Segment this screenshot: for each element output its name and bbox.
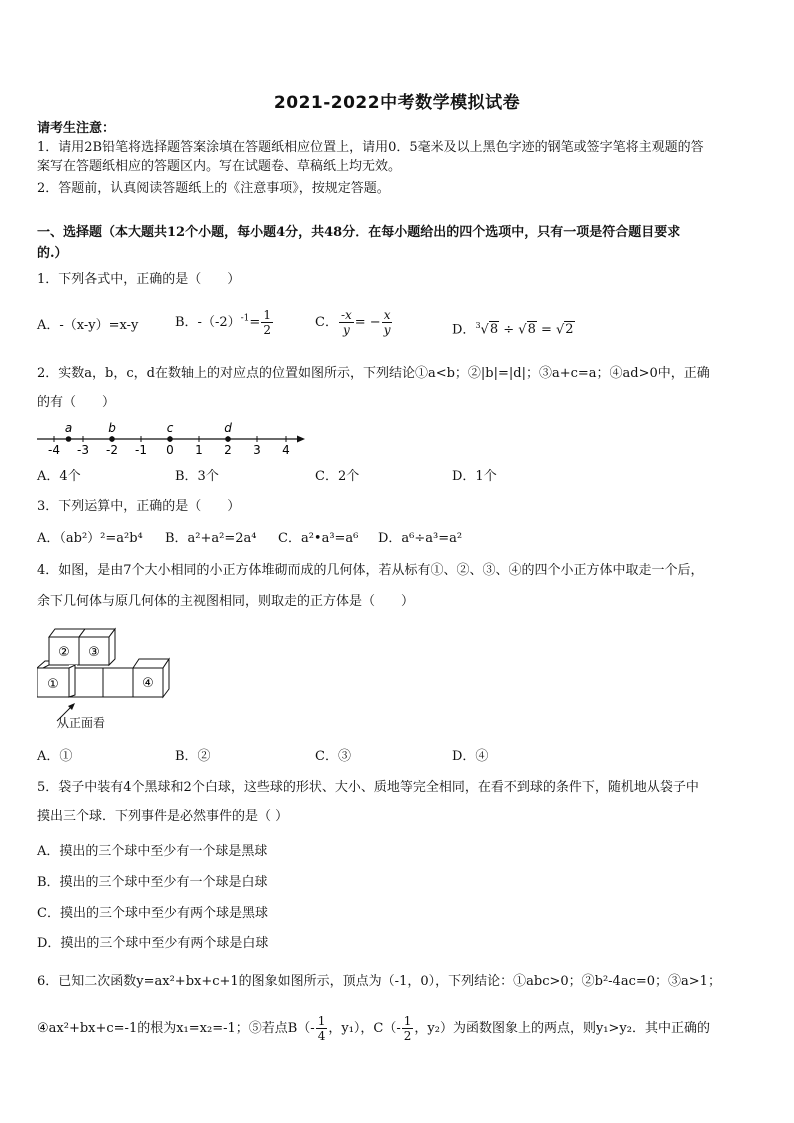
q1-option-b (175, 308, 274, 337)
q1-b-fraction (261, 308, 273, 337)
q1-option-d: D．$^3$√8 ÷ √8 = √2 (452, 321, 574, 338)
number-line-tick-label: 4 (282, 443, 290, 457)
section-heading-line-2: 的.） (37, 246, 68, 261)
number-line-tick-label: 0 (166, 443, 174, 457)
q1-c-equals: = − (354, 315, 381, 330)
q4-option-d: D．④ (452, 749, 489, 764)
q5-option-c: C．摸出的三个球中至少有两个球是黑球 (37, 906, 268, 921)
number-line-point-d (225, 436, 231, 442)
notice-heading: 请考生注意： (37, 121, 116, 136)
q1-c-prefix: C． (315, 315, 338, 330)
q6-fraction-2 (402, 1014, 414, 1043)
number-line-figure (37, 415, 307, 461)
cube-label-2: ② (58, 645, 70, 660)
q3-option-b: B．a²+a²=2a⁴ (165, 531, 257, 546)
q3-stem: 3．下列运算中，正确的是（ ） (37, 499, 241, 514)
q6-line-2-part-a: ④ax²+bx+c=-1的根为x₁=x₂=-1；⑤若点B（- (37, 1021, 315, 1036)
number-line-tick-label: -2 (106, 443, 118, 457)
q3-option-c: C．a²•a³=a⁶ (278, 531, 359, 546)
q4-stem-line-1: 4．如图，是由7个大小相同的小正方体堆砌而成的几何体，若从标有①、②、③、④的四个小正方体中取走一个后， (37, 563, 704, 578)
q5-stem-line-2: 摸出三个球．下列事件是必然事件的是（ ） (37, 809, 289, 824)
number-line-tick-label: 1 (195, 443, 203, 457)
q2-option-b: B．3个 (175, 469, 219, 484)
q1-c-numerator-2: x (383, 308, 391, 322)
section-heading-line-1: 一、选择题（本大题共12个小题，每小题4分，共48分．在每小题给出的四个选项中，只有一项是符合题目要求 (37, 225, 681, 240)
q1-d-radicand-1: 8 (489, 322, 499, 338)
q1-b-exponent: -1 (240, 313, 250, 324)
q2-stem-line-1: 2．实数a，b，c，d在数轴上的对应点的位置如图所示，下列结论①a<b；②|b|=|d|；③a+c=a；④ad>0中，正确 (37, 366, 710, 381)
notice-line-3: 2．答题前，认真阅读答题纸上的《注意事项》，按规定答题。 (37, 181, 390, 196)
page-title: 2021-2022中考数学模拟试卷 (273, 93, 521, 113)
q1-option-a: A．-（x-y）=x-y (37, 318, 139, 333)
q6-line-1: 6．已知二次函数y=ax²+bx+c+1的图象如图所示，顶点为（-1，0），下列结论：①abc>0；②b²-4ac=0；③a>1； (37, 974, 721, 989)
q1-d-divide: ÷ √ (499, 322, 527, 338)
q1-d-prefix: D． (452, 322, 476, 338)
q1-d-equals: = √ (536, 322, 565, 338)
q3-option-a: A．（ab²）²=a²b⁴ (37, 531, 143, 546)
q6-line-2-part-b: ，y₁），C（- (328, 1021, 401, 1036)
number-line-tick-label: -1 (135, 443, 147, 457)
q6-fraction-1-denominator: 4 (317, 1029, 326, 1043)
number-line-point-c (167, 436, 173, 442)
q1-d-radicand-2: 8 (527, 322, 536, 338)
q6-fraction-2-numerator: 1 (403, 1014, 412, 1028)
q1-b-denominator: 2 (263, 323, 271, 337)
q4-option-c: C．③ (315, 749, 351, 764)
cube-label-3: ③ (88, 645, 100, 660)
q6-fraction-1 (316, 1014, 328, 1043)
cube-1-side-face (69, 665, 75, 697)
cube-label-1: ① (47, 677, 59, 692)
q5-option-a: A．摸出的三个球中至少有一个球是黑球 (37, 844, 268, 859)
q1-d-radicand-3: 2 (565, 322, 574, 338)
q6-fraction-2-denominator: 2 (403, 1029, 412, 1043)
number-line-point-a (66, 436, 72, 442)
notice-line-2: 案写在答题纸相应的答题区内。写在试题卷、草稿纸上均无效。 (37, 159, 402, 174)
number-line-point-label-b: b (108, 421, 116, 435)
q1-b-numerator: 1 (263, 308, 271, 322)
number-line-tick-label: 2 (224, 443, 232, 457)
q1-c-fraction-1 (339, 308, 354, 337)
q1-c-numerator-1: -x (340, 308, 352, 322)
number-line-arrow (297, 436, 305, 443)
q1-b-equals: = (249, 315, 261, 330)
q2-option-d: D．1个 (452, 469, 497, 484)
cube-1-top-left (37, 661, 49, 668)
q2-stem-line-2: 的有（ ） (37, 395, 116, 410)
q6-fraction-1-numerator: 1 (317, 1014, 326, 1028)
cube-label-4: ④ (142, 676, 154, 691)
q1-stem: 1．下列各式中，正确的是（ ） (37, 272, 241, 287)
q5-stem-line-1: 5．袋子中装有4个黑球和2个白球，这些球的形状、大小、质地等完全相同，在看不到球的条件下，随机地从袋子中 (37, 780, 699, 795)
q1-d-root-index: 3 (475, 321, 481, 330)
q5-option-d: D．摸出的三个球中至少有两个球是白球 (37, 936, 269, 951)
q4-option-a: A．① (37, 749, 73, 764)
q1-option-c (315, 308, 393, 337)
number-line-point-label-c: c (166, 421, 174, 435)
q4-stem-line-2: 余下几何体与原几何体的主视图相同，则取走的正方体是（ ） (37, 594, 415, 609)
q1-c-denominator-1: y (342, 323, 350, 337)
number-line-tick-label: 3 (253, 443, 261, 457)
q1-b-prefix: B．-（-2） (175, 315, 241, 330)
q2-option-c: C．2个 (315, 469, 360, 484)
q1-c-fraction-2 (382, 308, 393, 337)
q2-option-a: A．4个 (37, 469, 81, 484)
q5-option-b: B．摸出的三个球中至少有一个球是白球 (37, 875, 268, 890)
number-line-point-label-a: a (64, 421, 73, 435)
number-line-tick-label: -4 (48, 443, 60, 457)
number-line-tick-label: -3 (77, 443, 89, 457)
cube-bottom-3-front (103, 668, 133, 697)
number-line-point-b (109, 436, 115, 442)
number-line-point-label-d: d (224, 421, 232, 435)
q6-line-2 (37, 1014, 759, 1043)
q3-option-d: D．a⁶÷a³=a² (378, 531, 463, 546)
front-view-label: 从正面看 (57, 716, 106, 730)
notice-line-1: 1．请用2B铅笔将选择题答案涂填在答题纸相应位置上，请用0．5毫米及以上黑色字迹的钢笔或签字笔将主观题的答 (37, 140, 704, 155)
q6-line-2-part-c: ，y₂）为函数图象上的两点，则y₁>y₂．其中正确的 (414, 1021, 710, 1036)
q1-c-denominator-2: y (383, 323, 391, 337)
q4-option-b: B．② (175, 749, 211, 764)
